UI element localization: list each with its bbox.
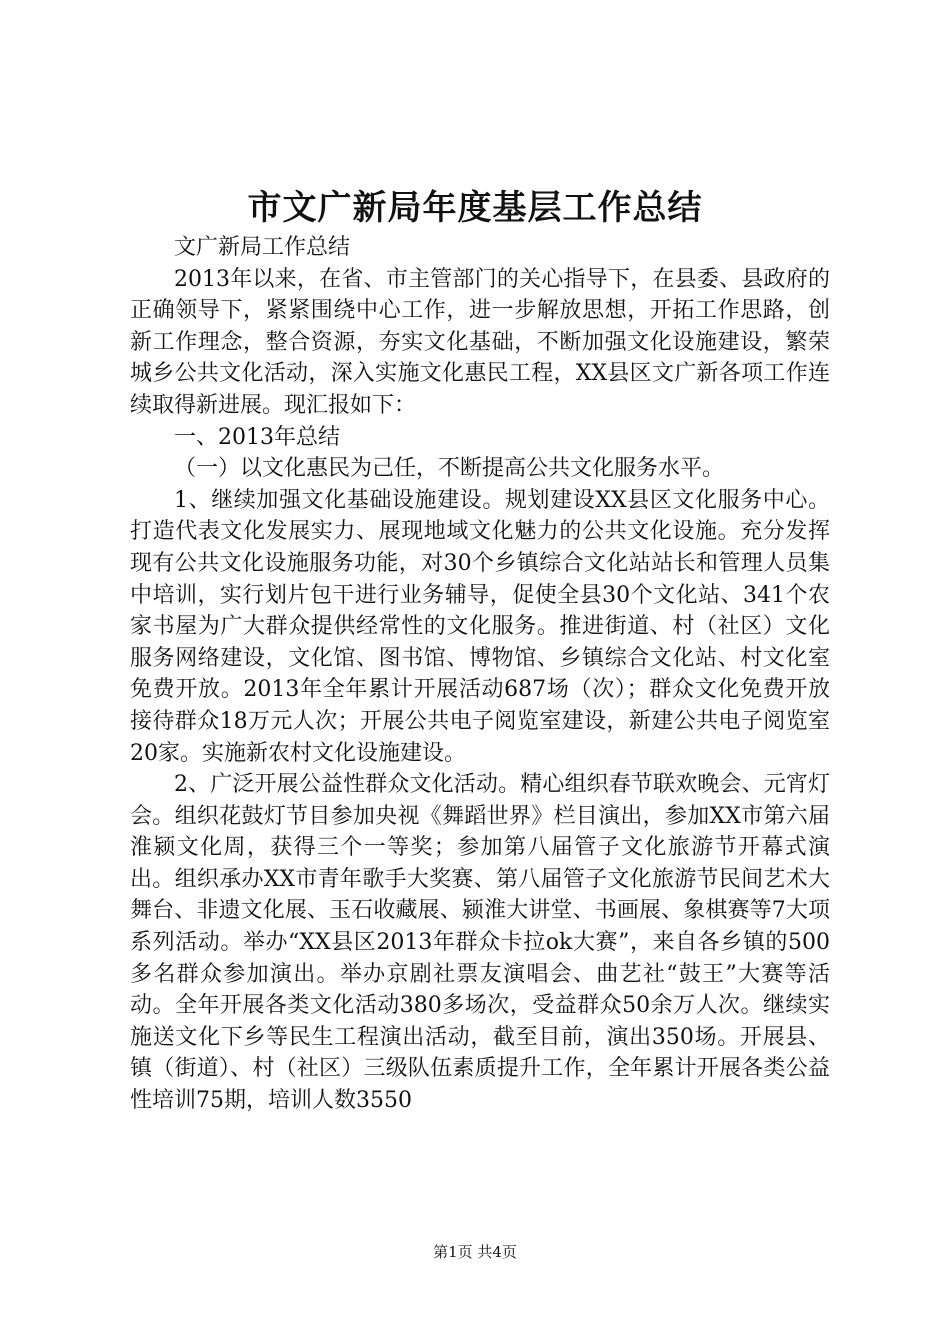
document-body (130, 232, 830, 1117)
paragraph-intro: 2013年以来，在省、市主管部门的关心指导下，在县委、县政府的正确领导下，紧紧围绕中心工作，进一步解放思想，开拓工作思路，创新工作理念，整合资源，夯实文化基础，不断加强文化设施建设，繁荣城乡公共文化活动，深入实施文化惠民工程，XX县区文广新各项工作连续取得新进展。现汇报如下： (130, 266, 830, 418)
page-number: 第1页 共4页 (433, 1243, 517, 1261)
paragraph-subtitle: 文广新局工作总结 (174, 235, 351, 260)
document-title: 市文广新局年度基层工作总结 (247, 188, 703, 228)
section-heading: 一、2013年总结 (174, 424, 340, 450)
subsection-heading: （一）以文化惠民为己任，不断提高公共文化服务水平。 (174, 456, 725, 482)
paragraph-item-2: 2、广泛开展公益性群众文化活动。精心组织春节联欢晚会、元宵灯会。组织花鼓灯节目参加央视《舞蹈世界》栏目演出，参加XX市第六届淮颍文化周，获得三个一等奖；参加第八届管子文化旅游节开幕式演出。组织承办XX市青年歌手大奖赛、第八届管子文化旅游节民间艺术大舞台、非遗文化展、玉石收藏展、颍淮大讲堂、书画展、象棋赛等7大项系列活动。举办“XX县区2013年群众卡拉ok大赛”，来自各乡镇的500多名群众参加演出。举办京剧社票友演唱会、曲艺社“鼓王”大赛等活动。全年开展各类文化活动380多场次，受益群众50余万人次。继续实施送文化下乡等民生工程演出活动，截至目前，演出350场。开展县、镇（街道）、村（社区）三级队伍素质提升工作，全年累计开展各类公益性培训75期，培训人数3550 (130, 772, 830, 1114)
paragraph-item-1: 1、继续加强文化基础设施建设。规划建设XX县区文化服务中心。打造代表文化发展实力、展现地域文化魅力的公共文化设施。充分发挥现有公共文化设施服务功能，对30个乡镇综合文化站站长和管理人员集中培训，实行划片包干进行业务辅导，促使全县30个文化站、341个农家书屋为广大群众提供经常性的文化服务。推进街道、村（社区）文化服务网络建设，文化馆、图书馆、博物馆、乡镇综合文化站、村文化室免费开放。2013年全年累计开展活动687场（次）；群众文化免费开放接待群众18万元人次；开展公共电子阅览室建设，新建公共电子阅览室20家。实施新农村文化设施建设。 (130, 487, 830, 766)
